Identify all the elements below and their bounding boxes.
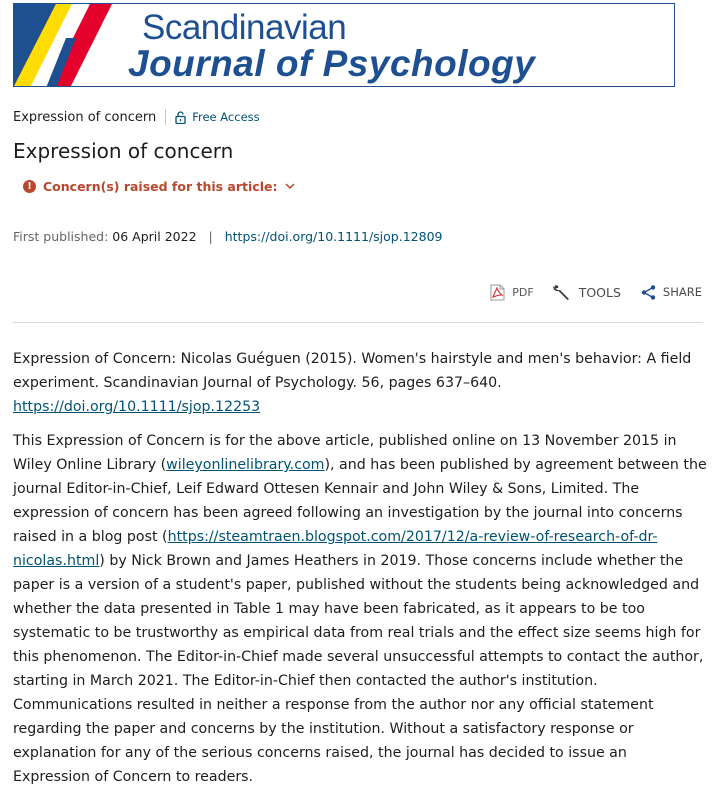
share-icon <box>641 285 656 300</box>
free-access-label: Free Access <box>192 110 260 124</box>
citation-paragraph <box>13 347 708 419</box>
citation-text: Expression of Concern: Nicolas Guéguen (2015). Women's hairstyle and men's behavior: A field experiment. Scandinavian Journal of Psychology. 56, pages 637–640. <box>13 351 692 391</box>
blog-post-link[interactable]: https://steamtraen.blogspot.com/2017/12/a-review-of-research-of-dr-nicolas.html <box>13 529 658 569</box>
pub-separator: | <box>208 229 213 244</box>
article-type: Expression of concern <box>13 109 157 125</box>
journal-banner[interactable] <box>13 3 675 87</box>
concern-text-part1: This Expression of Concern is for the above article, published online on 13 November 2015 in Wiley Online Library ( <box>13 433 677 473</box>
tools-label: TOOLS <box>578 284 621 300</box>
wiley-library-link[interactable]: wileyonlinelibrary.com <box>166 457 325 473</box>
section-divider <box>13 322 703 323</box>
concern-text-part2: ), and has been published by agreement between the journal Editor-in-Chief, Leif Edward Ottesen Kennair and John Wiley & Sons, Limited. The expression of concern has been agreed following an investigation by the journal into concerns raised in a blog post ( <box>13 457 707 545</box>
pdf-icon <box>490 284 505 301</box>
warning-icon: ! <box>23 180 36 193</box>
article-body <box>13 347 708 789</box>
article-doi-link[interactable]: https://doi.org/10.1111/sjop.12809 <box>224 229 443 244</box>
concerns-label: Concern(s) raised for this article: <box>43 179 278 194</box>
journal-name-line2: Journal of Psychology <box>128 43 536 84</box>
first-published-date: 06 April 2022 <box>112 229 197 244</box>
pdf-button[interactable] <box>490 284 533 301</box>
journal-name-line1: Scandinavian <box>142 8 347 47</box>
lock-icon <box>175 111 186 124</box>
free-access-badge <box>175 110 259 124</box>
publication-info <box>13 229 442 244</box>
meta-divider <box>165 109 166 125</box>
share-label: SHARE <box>662 285 702 299</box>
first-published-label: First published: <box>13 229 109 244</box>
chevron-down-icon <box>285 183 295 190</box>
article-meta <box>13 107 260 127</box>
concerns-toggle[interactable] <box>23 179 295 194</box>
concern-paragraph <box>13 429 708 789</box>
pdf-label: PDF <box>512 285 534 299</box>
concern-text-part3: ) by Nick Brown and James Heathers in 2019. Those concerns include whether the paper is a version of a student's paper, published without the students being acknowledged and whether the data presented in Table 1 may have been fabricated, as it appears to be too systematic to be trustworthy as empirical data from real trials and the effect size seems high for this phenomenon. The Editor-in-Chief made several unsuccessful attempts to contact the author, starting in March 2021. The Editor-in-Chief then contacted the author's institution. Communications resulted in neither a response from the author nor any official statement regarding the paper and concerns by the institution. Without a satisfactory response or explanation for any of the serious concerns raised, the journal has decided to issue an Expression of Concern to readers. <box>13 553 704 785</box>
tools-button[interactable] <box>552 283 621 301</box>
wrench-icon <box>552 283 572 301</box>
logo-accent-bars <box>14 4 134 87</box>
original-article-doi-link[interactable]: https://doi.org/10.1111/sjop.12253 <box>13 399 261 415</box>
share-button[interactable] <box>641 285 702 300</box>
article-title: Expression of concern <box>13 139 234 163</box>
article-actions <box>490 283 702 301</box>
